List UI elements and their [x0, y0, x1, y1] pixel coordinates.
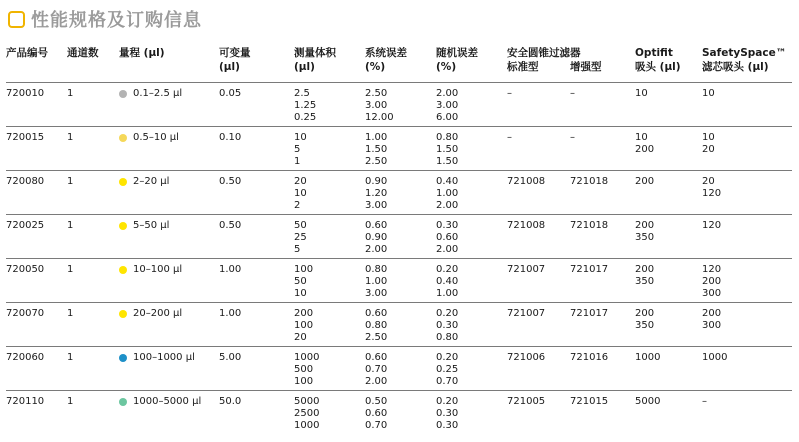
increment: 0.10	[219, 131, 242, 143]
filter-enhanced: 721015	[570, 395, 609, 407]
volume-range: 2–20 µl	[119, 170, 219, 214]
filter-enhanced: 721017	[570, 263, 609, 275]
optifit-tips: 10	[635, 87, 648, 99]
test-volumes: 200 100 20	[294, 307, 314, 343]
color-dot-icon	[119, 90, 127, 98]
increment: 1.00	[219, 263, 242, 275]
title-square-icon	[8, 11, 25, 28]
header-range: 量程 (µl)	[119, 47, 165, 59]
safetyspace-tips: 1000	[702, 351, 728, 363]
spec-table	[6, 46, 792, 434]
color-dot-icon	[119, 398, 127, 406]
random-errors: 0.20 0.30 0.30	[436, 395, 459, 431]
optifit-tips: 5000	[635, 395, 661, 407]
header-optifit: Optifit 吸头 (µl)	[635, 47, 681, 73]
volume-range: 0.1–2.5 µl	[119, 82, 219, 126]
product-code: 720070	[6, 307, 45, 319]
header-code: 产品编号	[6, 47, 48, 59]
optifit-tips: 200 350	[635, 307, 655, 331]
product-code: 720015	[6, 131, 45, 143]
systematic-errors: 0.80 1.00 3.00	[365, 263, 388, 299]
color-dot-icon	[119, 266, 127, 274]
optifit-tips: 200 350	[635, 219, 655, 243]
channel-count: 1	[67, 307, 74, 319]
table-row	[6, 346, 792, 390]
header-channels: 通道数	[67, 47, 99, 59]
product-code: 720060	[6, 351, 45, 363]
random-errors: 0.30 0.60 2.00	[436, 219, 459, 255]
volume-range: 20–200 µl	[119, 302, 219, 346]
section-title	[8, 6, 202, 32]
safetyspace-tips: 10 20	[702, 131, 715, 155]
test-volumes: 20 10 2	[294, 175, 307, 211]
table-header-row	[6, 46, 792, 82]
optifit-tips: 200 350	[635, 263, 655, 287]
volume-range: 1000–5000 µl	[119, 390, 219, 434]
volume-range: 10–100 µl	[119, 258, 219, 302]
header-volume: 测量体积 (µl)	[294, 47, 336, 73]
header-filter-standard: 标准型	[507, 61, 539, 73]
product-code: 720110	[6, 395, 45, 407]
table-row	[6, 302, 792, 346]
increment: 50.0	[219, 395, 242, 407]
header-systematic-error: 系统误差 (%)	[365, 47, 407, 73]
table-row	[6, 82, 792, 126]
systematic-errors: 0.90 1.20 3.00	[365, 175, 388, 211]
color-dot-icon	[119, 354, 127, 362]
safetyspace-tips: 10	[702, 87, 715, 99]
channel-count: 1	[67, 351, 74, 363]
random-errors: 0.80 1.50 1.50	[436, 131, 459, 167]
header-random-error: 随机误差 (%)	[436, 47, 478, 73]
color-dot-icon	[119, 310, 127, 318]
filter-enhanced: 721018	[570, 175, 609, 187]
filter-standard: –	[507, 87, 512, 99]
test-volumes: 1000 500 100	[294, 351, 320, 387]
table-row	[6, 390, 792, 434]
increment: 1.00	[219, 307, 242, 319]
filter-enhanced: 721018	[570, 219, 609, 231]
filter-enhanced: 721016	[570, 351, 609, 363]
filter-standard: 721007	[507, 263, 546, 275]
systematic-errors: 1.00 1.50 2.50	[365, 131, 388, 167]
color-dot-icon	[119, 134, 127, 142]
test-volumes: 2.5 1.25 0.25	[294, 87, 317, 123]
header-increment: 可变量 (µl)	[219, 47, 251, 73]
color-dot-icon	[119, 222, 127, 230]
optifit-tips: 1000	[635, 351, 661, 363]
product-code: 720025	[6, 219, 45, 231]
volume-range: 100–1000 µl	[119, 346, 219, 390]
table-row	[6, 126, 792, 170]
increment: 0.50	[219, 219, 242, 231]
systematic-errors: 0.50 0.60 0.70	[365, 395, 388, 431]
random-errors: 0.20 0.40 1.00	[436, 263, 459, 299]
product-code: 720080	[6, 175, 45, 187]
table-row	[6, 258, 792, 302]
page-title: 性能规格及订购信息	[31, 10, 202, 31]
volume-range: 0.5–10 µl	[119, 126, 219, 170]
color-dot-icon	[119, 178, 127, 186]
test-volumes: 100 50 10	[294, 263, 314, 299]
random-errors: 0.20 0.25 0.70	[436, 351, 459, 387]
optifit-tips: 10 200	[635, 131, 655, 155]
systematic-errors: 0.60 0.80 2.50	[365, 307, 388, 343]
filter-standard: 721005	[507, 395, 546, 407]
channel-count: 1	[67, 175, 74, 187]
systematic-errors: 2.50 3.00 12.00	[365, 87, 394, 123]
filter-enhanced: 721017	[570, 307, 609, 319]
header-filter-enhanced: 增强型	[570, 61, 602, 73]
product-code: 720050	[6, 263, 45, 275]
filter-enhanced: –	[570, 87, 575, 99]
table-body	[6, 82, 792, 434]
filter-standard: 721007	[507, 307, 546, 319]
channel-count: 1	[67, 263, 74, 275]
product-code: 720010	[6, 87, 45, 99]
increment: 5.00	[219, 351, 242, 363]
test-volumes: 10 5 1	[294, 131, 307, 167]
random-errors: 2.00 3.00 6.00	[436, 87, 459, 123]
header-safetyspace: SafetySpace™ 滤芯吸头 (µl)	[702, 47, 787, 73]
increment: 0.50	[219, 175, 242, 187]
increment: 0.05	[219, 87, 242, 99]
test-volumes: 5000 2500 1000	[294, 395, 320, 431]
header-filter-group: 安全圆锥过滤器 标准型 增强型	[507, 46, 635, 82]
safetyspace-tips: 120	[702, 219, 722, 231]
filter-standard: 721006	[507, 351, 546, 363]
random-errors: 0.40 1.00 2.00	[436, 175, 459, 211]
channel-count: 1	[67, 131, 74, 143]
safetyspace-tips: 20 120	[702, 175, 722, 199]
test-volumes: 50 25 5	[294, 219, 307, 255]
safetyspace-tips: 120 200 300	[702, 263, 722, 299]
systematic-errors: 0.60 0.90 2.00	[365, 219, 388, 255]
volume-range: 5–50 µl	[119, 214, 219, 258]
systematic-errors: 0.60 0.70 2.00	[365, 351, 388, 387]
table-row	[6, 214, 792, 258]
safetyspace-tips: 200 300	[702, 307, 722, 331]
filter-enhanced: –	[570, 131, 575, 143]
random-errors: 0.20 0.30 0.80	[436, 307, 459, 343]
safetyspace-tips: –	[702, 395, 707, 407]
filter-standard: 721008	[507, 219, 546, 231]
filter-standard: –	[507, 131, 512, 143]
channel-count: 1	[67, 219, 74, 231]
filter-standard: 721008	[507, 175, 546, 187]
channel-count: 1	[67, 395, 74, 407]
table-row	[6, 170, 792, 214]
optifit-tips: 200	[635, 175, 655, 187]
channel-count: 1	[67, 87, 74, 99]
